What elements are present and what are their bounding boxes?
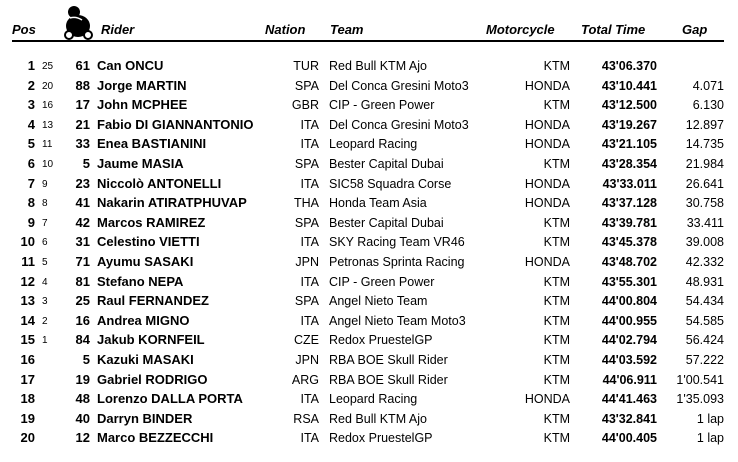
nation: SPA [294, 78, 319, 93]
total-time: 44'00.405 [601, 431, 657, 446]
gap: 12.897 [685, 117, 724, 132]
rider-number: 5 [82, 155, 90, 171]
rider-name: Niccolò ANTONELLI [97, 175, 222, 191]
rider-name: Darryn BINDER [97, 410, 193, 426]
motorcycle: HONDA [524, 117, 570, 132]
gap: 56.424 [685, 333, 724, 348]
header-rider: Rider [101, 22, 135, 37]
motorcycle: KTM [543, 411, 570, 426]
table-row [0, 409, 738, 429]
table-row [0, 330, 738, 350]
rider-name: Can ONCU [97, 58, 164, 73]
nation: JPN [295, 254, 319, 269]
rider-number: 21 [75, 116, 90, 132]
rider-name: Kazuki MASAKI [97, 351, 194, 367]
results-table [0, 56, 738, 448]
points: 20 [42, 80, 54, 92]
team: Del Conca Gresini Moto3 [329, 117, 469, 132]
rider-number: 33 [75, 136, 90, 152]
table-row [0, 311, 738, 331]
rider-name: Celestino VIETTI [97, 234, 200, 250]
nation: ITA [300, 392, 319, 407]
header-gap: Gap [682, 22, 708, 37]
table-row [0, 174, 738, 194]
position: 9 [27, 214, 35, 230]
gap: 54.585 [685, 313, 724, 328]
position: 14 [20, 312, 35, 328]
rider-name: Ayumu SASAKI [97, 253, 194, 269]
nation: ITA [300, 176, 319, 191]
team: Bester Capital Dubai [329, 215, 444, 230]
table-row [0, 370, 738, 390]
team: Angel Nieto Team [329, 294, 428, 309]
total-time: 43'28.354 [601, 156, 657, 171]
header-pos: Pos [12, 22, 36, 37]
points: 16 [42, 100, 54, 112]
total-time: 44'02.794 [601, 333, 657, 348]
points: 3 [42, 296, 48, 308]
total-time: 44'00.804 [601, 294, 657, 309]
position: 11 [21, 253, 35, 269]
team: Red Bull KTM Ajo [329, 59, 427, 73]
table-row [0, 291, 738, 311]
motorcycle: HONDA [524, 78, 570, 93]
motorcycle: KTM [543, 372, 570, 387]
gap: 1'00.541 [676, 372, 724, 387]
nation: JPN [295, 352, 319, 367]
position: 12 [20, 273, 35, 289]
total-time: 43'06.370 [601, 59, 657, 73]
table-row [0, 56, 738, 76]
position: 8 [27, 195, 35, 211]
total-time: 43'10.441 [601, 78, 657, 93]
team: CIP - Green Power [329, 98, 435, 113]
total-time: 43'19.267 [601, 117, 657, 132]
gap: 1 lap [696, 411, 724, 426]
team: CIP - Green Power [329, 274, 435, 289]
gap: 14.735 [685, 137, 724, 152]
motorcycle: KTM [543, 274, 570, 289]
nation: ITA [300, 431, 319, 446]
rider-number: 88 [75, 77, 90, 93]
rider-number: 31 [75, 234, 90, 250]
table-row [0, 193, 738, 213]
gap: 4.071 [692, 78, 724, 93]
motorcycle: KTM [543, 98, 570, 113]
motorcycle: KTM [543, 333, 570, 348]
gap: 6.130 [692, 98, 724, 113]
rider-number: 5 [82, 351, 90, 367]
gap: 48.931 [685, 274, 724, 289]
rider-name: Nakarin ATIRATPHUVAP [97, 195, 247, 211]
position: 10 [20, 234, 35, 250]
motorcycle: KTM [543, 215, 570, 230]
motorcycle: KTM [543, 431, 570, 446]
position: 6 [27, 155, 35, 171]
nation: RSA [293, 411, 319, 426]
gap: 39.008 [685, 235, 724, 250]
motorcycle: KTM [543, 235, 570, 250]
header-motorcycle: Motorcycle [486, 22, 555, 37]
nation: ITA [300, 137, 319, 152]
nation: ARG [291, 372, 319, 387]
total-time: 44'41.463 [601, 392, 657, 407]
rider-number: 41 [75, 195, 90, 211]
position: 7 [27, 175, 35, 191]
motorcycle: KTM [543, 59, 570, 73]
header-team: Team [330, 22, 364, 37]
rider-name: Raul FERNANDEZ [97, 293, 209, 309]
rider-name: Stefano NEPA [97, 273, 184, 289]
rider-number: 16 [75, 312, 90, 328]
team: Honda Team Asia [329, 196, 427, 211]
table-row [0, 115, 738, 135]
gap: 33.411 [686, 215, 724, 230]
nation: CZE [294, 333, 319, 348]
rider-number: 48 [75, 391, 90, 407]
points: 9 [42, 178, 48, 190]
table-row [0, 350, 738, 370]
team: Petronas Sprinta Racing [329, 254, 465, 269]
rider-name: Gabriel RODRIGO [97, 371, 208, 387]
rider-name: John MCPHEE [97, 97, 188, 113]
gap: 26.641 [685, 176, 724, 191]
total-time: 44'06.911 [602, 372, 657, 387]
team: Angel Nieto Team Moto3 [329, 313, 466, 328]
team: Bester Capital Dubai [329, 156, 444, 171]
total-time: 43'48.702 [601, 254, 657, 269]
points: 1 [42, 335, 48, 347]
rider-number: 17 [75, 97, 90, 113]
gap: 54.434 [685, 294, 724, 309]
team: Del Conca Gresini Moto3 [329, 78, 469, 93]
motorcycle: KTM [543, 294, 570, 309]
nation: SPA [294, 215, 319, 230]
position: 3 [27, 97, 35, 113]
rider-name: Fabio DI GIANNANTONIO [97, 116, 254, 132]
rider-name: Jaume MASIA [97, 155, 184, 171]
rider-number: 23 [75, 175, 90, 191]
table-row [0, 95, 738, 115]
header-nation: Nation [265, 22, 306, 37]
table-row [0, 252, 738, 272]
rider-name: Andrea MIGNO [97, 312, 190, 328]
team: Red Bull KTM Ajo [329, 411, 427, 426]
table-row [0, 232, 738, 252]
rider-name: Marco BEZZECCHI [97, 430, 214, 446]
motorcycle: KTM [543, 156, 570, 171]
points: 7 [42, 217, 48, 229]
rider-name: Marcos RAMIREZ [97, 214, 206, 230]
gap: 30.758 [685, 196, 724, 211]
nation: ITA [300, 313, 319, 328]
header-divider [12, 40, 724, 42]
total-time: 43'12.500 [601, 98, 657, 113]
motorcycle: HONDA [524, 137, 570, 152]
header-total-time: Total Time [581, 22, 646, 37]
points: 11 [42, 139, 53, 151]
team: SKY Racing Team VR46 [329, 235, 465, 250]
gap: 57.222 [685, 352, 724, 367]
position: 2 [27, 77, 35, 93]
rider-number: 84 [75, 332, 90, 348]
total-time: 43'39.781 [601, 215, 657, 230]
motorcycle: KTM [543, 352, 570, 367]
rider-number: 42 [75, 214, 90, 230]
table-row [0, 134, 738, 154]
points: 4 [42, 276, 48, 288]
points: 13 [42, 119, 54, 131]
motorcycle: HONDA [524, 254, 570, 269]
motorcycle: KTM [543, 313, 570, 328]
position: 13 [20, 293, 35, 309]
table-row [0, 389, 738, 409]
table-row [0, 213, 738, 233]
table-row [0, 154, 738, 174]
motorcycle: HONDA [524, 196, 570, 211]
total-time: 43'45.378 [601, 235, 657, 250]
points: 2 [42, 315, 48, 327]
rider-name: Jorge MARTIN [97, 77, 187, 93]
team: Redox PruestelGP [329, 333, 433, 348]
position: 16 [20, 351, 35, 367]
nation: TUR [293, 59, 319, 73]
rider-number: 12 [75, 430, 90, 446]
nation: SPA [294, 294, 319, 309]
table-row [0, 428, 738, 448]
total-time: 43'37.128 [601, 196, 657, 211]
position: 20 [20, 430, 35, 446]
rider-number: 40 [75, 410, 90, 426]
rider-number: 61 [75, 58, 90, 73]
total-time: 43'33.011 [602, 176, 657, 191]
motorcycle-rider-icon [60, 4, 96, 40]
points: 5 [42, 256, 48, 268]
motorcycle: HONDA [524, 176, 570, 191]
table-row [0, 76, 738, 96]
nation: ITA [300, 274, 319, 289]
gap: 1'35.093 [676, 392, 724, 407]
rider-number: 81 [75, 273, 90, 289]
points: 10 [42, 158, 54, 170]
total-time: 44'03.592 [601, 352, 657, 367]
team: Leopard Racing [329, 392, 418, 407]
team: RBA BOE Skull Rider [329, 352, 448, 367]
total-time: 43'32.841 [601, 411, 657, 426]
points: 6 [42, 237, 48, 249]
total-time: 44'00.955 [601, 313, 657, 328]
position: 18 [20, 391, 35, 407]
motorcycle: HONDA [524, 392, 570, 407]
nation: THA [294, 196, 319, 211]
total-time: 43'21.105 [601, 137, 657, 152]
position: 5 [27, 136, 35, 152]
team: SIC58 Squadra Corse [329, 176, 452, 191]
team: Leopard Racing [329, 137, 418, 152]
position: 17 [20, 371, 35, 387]
rider-name: Jakub KORNFEIL [97, 332, 205, 348]
nation: ITA [300, 117, 319, 132]
team: RBA BOE Skull Rider [329, 372, 448, 387]
team: Redox PruestelGP [329, 431, 433, 446]
nation: ITA [300, 235, 319, 250]
rider-number: 71 [75, 253, 90, 269]
position: 1 [27, 58, 35, 73]
points: 25 [42, 61, 54, 72]
gap: 21.984 [685, 156, 724, 171]
rider-number: 19 [75, 371, 90, 387]
rider-name: Enea BASTIANINI [97, 136, 207, 152]
points: 8 [42, 198, 48, 210]
position: 4 [27, 116, 35, 132]
gap: 1 lap [696, 431, 724, 446]
rider-number: 25 [75, 293, 90, 309]
gap: 42.332 [685, 254, 724, 269]
table-row [0, 272, 738, 292]
nation: GBR [291, 98, 319, 113]
rider-name: Lorenzo DALLA PORTA [97, 391, 243, 407]
position: 15 [20, 332, 35, 348]
nation: SPA [294, 156, 319, 171]
table-header [0, 0, 738, 44]
position: 19 [20, 410, 35, 426]
total-time: 43'55.301 [601, 274, 657, 289]
